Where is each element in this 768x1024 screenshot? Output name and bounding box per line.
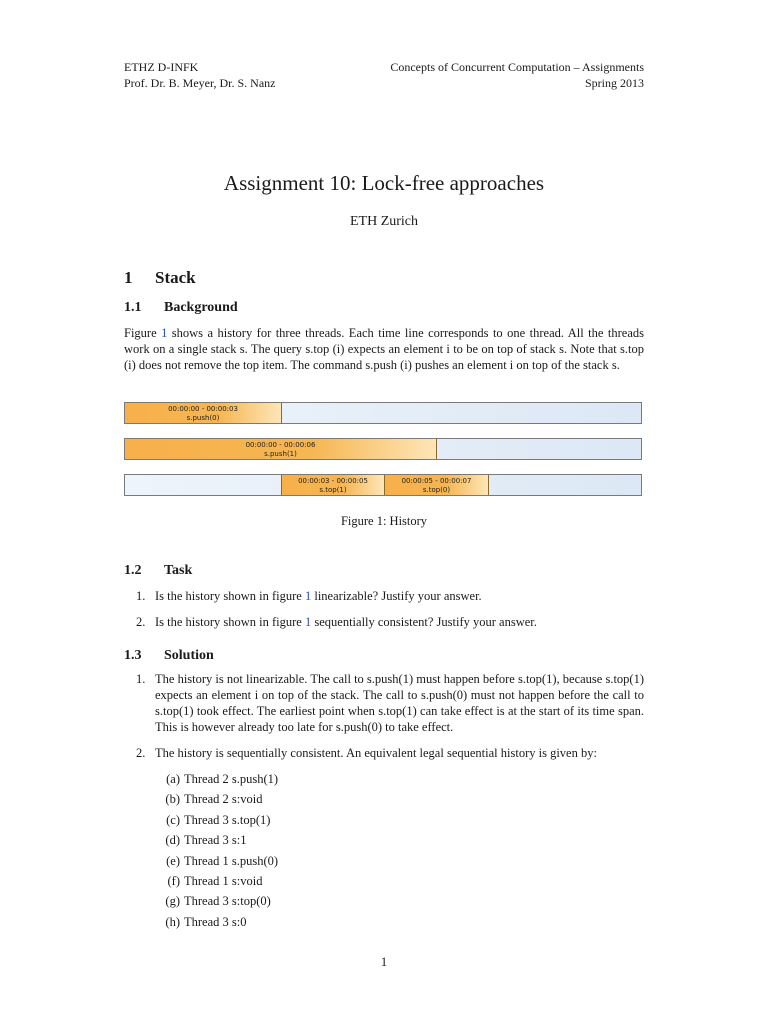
segment-time: 00:00:05 - 00:00:07 [401,477,472,485]
subsection-title: Solution [164,648,214,663]
segment-operation: s.push(0) [186,414,220,422]
section-number: 1 [124,268,133,287]
history-step: (b) Thread 2 s:void [165,792,263,807]
section-title: Stack [155,268,196,287]
header-course: Concepts of Concurrent Computation – Assignments [390,60,644,74]
task-item: 2. Is the history shown in figure 1 sequentially consistent? Justify your answer. [136,615,537,629]
thread-3-timeline [124,474,642,496]
solution-item-number: 1. [136,672,146,686]
history-step: (g) Thread 3 s:top(0) [165,894,271,909]
running-header-left [124,59,276,91]
timeline-segment [385,475,489,495]
segment-time: 00:00:03 - 00:00:05 [298,477,368,485]
subsection-heading-solution [124,648,214,664]
history-step: (h) Thread 3 s:0 [165,914,247,929]
task-item-number: 2. [136,615,146,629]
timeline-segment [281,475,385,495]
subsection-number: 1.2 [124,563,142,578]
segment-time: 00:00:00 - 00:00:03 [168,405,238,413]
subsection-heading-background [124,300,238,316]
header-department: ETHZ D-INFK [124,60,199,74]
history-step: (a) Thread 2 s.push(1) [166,772,279,786]
solution-item: 1. The history is not linearizable. The call to s.push(1) must happen before s.top(1), because s.top(1) expects an element i on top of the stack. The call to s.push(0) must not happen before the call to s.top(1) took effect. The earliest point when s.top(1) can take effect is at the start of its time span. This is however already too late for s.push(0) to take effect. [136,672,644,734]
solution-item: 2. The history is sequentially consistent. An equivalent legal sequential history is given by: [136,746,597,760]
subsection-title: Background [164,300,238,315]
figure-caption: Figure 1: History [340,514,428,528]
running-header-right [390,59,644,91]
page-number: 1 [380,955,388,969]
section-heading [124,268,196,288]
task-item-number: 1. [136,589,146,603]
figure-reference-link[interactable]: 1 [304,589,312,603]
subsection-number: 1.3 [124,648,142,663]
segment-time: 00:00:00 - 00:00:06 [245,441,316,449]
thread-1-timeline [124,402,642,424]
solution-item-number: 2. [136,746,146,760]
figure-reference-link[interactable]: 1 [161,326,168,340]
header-authors: Prof. Dr. B. Meyer, Dr. S. Nanz [124,76,276,90]
header-term: Spring 2013 [584,76,644,90]
document-author: ETH Zurich [349,214,419,229]
timeline-segment [125,403,282,423]
history-step: (e) Thread 1 s.push(0) [166,853,279,868]
thread-2-timeline [124,438,642,460]
task-list [124,588,644,630]
sequential-history-list [160,769,278,932]
background-paragraph: Figure 1 shows a history for three threads. Each time line corresponds to one thread. All the threads work on a single stack s. The query s.top (i) expects an element i to be on top of stack s. Note that s.top (i) does not remove the top item. The command s.push (i) pushes an element i on top of the stack s. [124,326,644,372]
segment-operation: s.top(1) [319,486,347,494]
subsection-title: Task [164,563,193,578]
solution-list [124,671,644,761]
task-item: 1. Is the history shown in figure 1 linearizable? Justify your answer. [136,589,482,603]
subsection-heading-task [124,563,192,579]
figure-reference-link[interactable]: 1 [304,615,312,629]
segment-operation: s.push(1) [264,450,297,458]
history-step: (d) Thread 3 s:1 [165,833,247,848]
document-title: Assignment 10: Lock-free approaches [223,171,545,195]
timeline-segment [125,439,437,459]
history-step: (c) Thread 3 s.top(1) [166,812,271,827]
history-step: (f) Thread 1 s:void [167,874,263,889]
subsection-number: 1.1 [124,300,142,315]
segment-operation: s.top(0) [422,486,451,494]
